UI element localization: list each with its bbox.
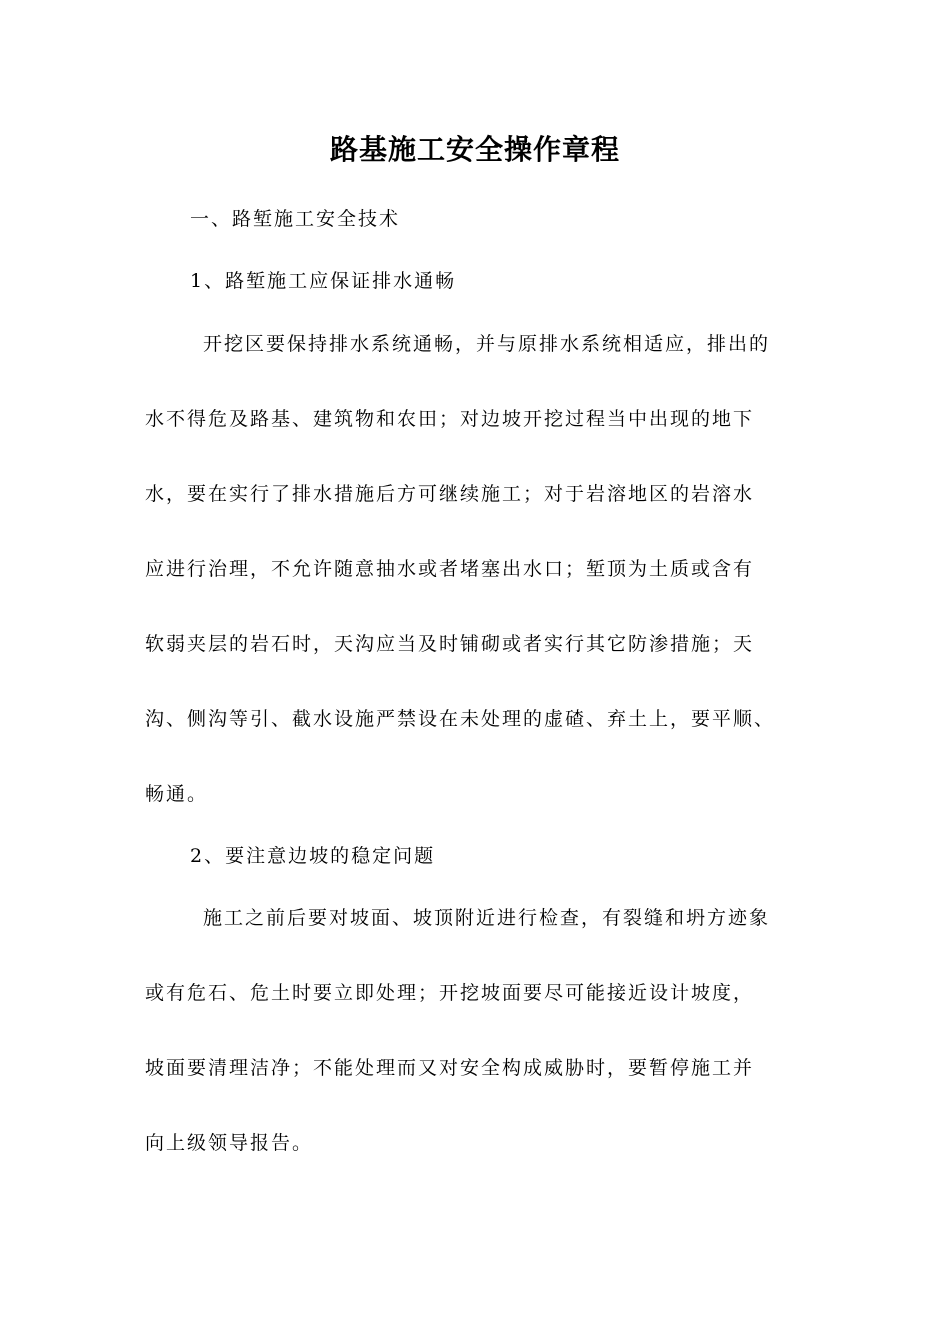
paragraph-1-line-6: 沟、侧沟等引、截水设施严禁设在未处理的虚碴、弃土上，要平顺、 [145, 708, 776, 730]
subsection-heading-1: 1、路堑施工应保证排水通畅 [190, 270, 457, 292]
subsection-heading-2: 2、要注意边坡的稳定问题 [190, 845, 436, 867]
paragraph-2-line-3: 坡面要清理洁净；不能处理而又对安全构成威胁时，要暂停施工并 [145, 1057, 755, 1079]
document-title: 路基施工安全操作章程 [329, 133, 620, 166]
paragraph-1-line-7: 畅通。 [145, 783, 209, 805]
paragraph-2-line-4: 向上级领导报告。 [145, 1132, 314, 1154]
section-heading: 一、路堑施工安全技术 [190, 208, 401, 230]
paragraph-1-line-1: 开挖区要保持排水系统通畅，并与原排水系统相适应，排出的 [203, 333, 771, 355]
paragraph-1-line-3: 水，要在实行了排水措施后方可继续施工；对于岩溶地区的岩溶水 [145, 483, 755, 505]
paragraph-1-line-5: 软弱夹层的岩石时，天沟应当及时铺砌或者实行其它防渗措施；天 [145, 633, 755, 655]
paragraph-1-line-4: 应进行治理，不允许随意抽水或者堵塞出水口；堑顶为土质或含有 [145, 558, 755, 580]
paragraph-2-line-1: 施工之前后要对坡面、坡顶附近进行检查，有裂缝和坍方迹象 [203, 907, 771, 929]
paragraph-2-line-2: 或有危石、危土时要立即处理；开挖坡面要尽可能接近设计坡度， [145, 982, 755, 1004]
paragraph-1-line-2: 水不得危及路基、建筑物和农田；对边坡开挖过程当中出现的地下 [145, 408, 755, 430]
